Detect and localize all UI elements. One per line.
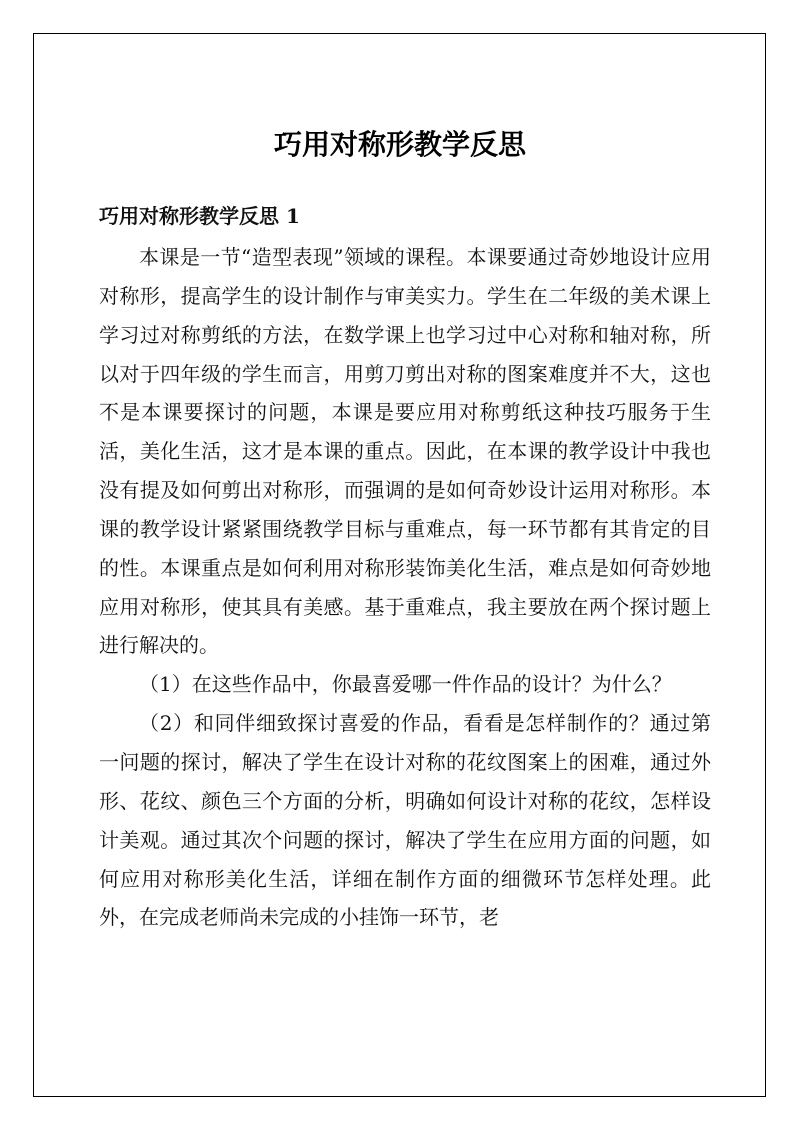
body-paragraph: （2）和同伴细致探讨喜爱的作品，看看是怎样制作的？通过第一问题的探讨，解决了学生在设计对称的花纹图案上的困难，通过外形、花纹、颜色三个方面的分析，明确如何设计对称的花纹，怎样设计美观。通过其次个问题的探讨，解决了学生在应用方面的问题，如何应用对称形美化生活，详细在制作方面的细微环节怎样处理。此外，在完成老师尚未完成的小挂饰一环节，老 — [99, 711, 711, 930]
body-paragraph: （1）在这些作品中，你最喜爱哪一件作品的设计？为什么？ — [139, 672, 672, 697]
document-body — [99, 238, 711, 937]
section-heading: 巧用对称形教学反思 1 — [99, 204, 300, 228]
body-paragraph: 本课是一节“造型表现”领域的课程。本课要通过奇妙地设计应用对称形，提高学生的设计制作与审美实力。学生在二年级的美术课上学习过对称剪纸的方法，在数学课上也学习过中心对称和轴对称，所以对于四年级的学生而言，用剪刀剪出对称的图案难度并不大，这也不是本课要探讨的问题，本课是要应用对称剪纸这种技巧服务于生活，美化生活，这才是本课的重点。因此，在本课的教学设计中我也没有提及如何剪出对称形，而强调的是如何奇妙设计运用对称形。本课的教学设计紧紧围绕教学目标与重难点，每一环节都有其肯定的目的性。本课重点是如何利用对称形装饰美化生活，难点是如何奇妙地应用对称形，使其具有美感。基于重难点，我主要放在两个探讨题上进行解决的。 — [99, 245, 711, 658]
page-title: 巧用对称形教学反思 — [273, 128, 526, 161]
